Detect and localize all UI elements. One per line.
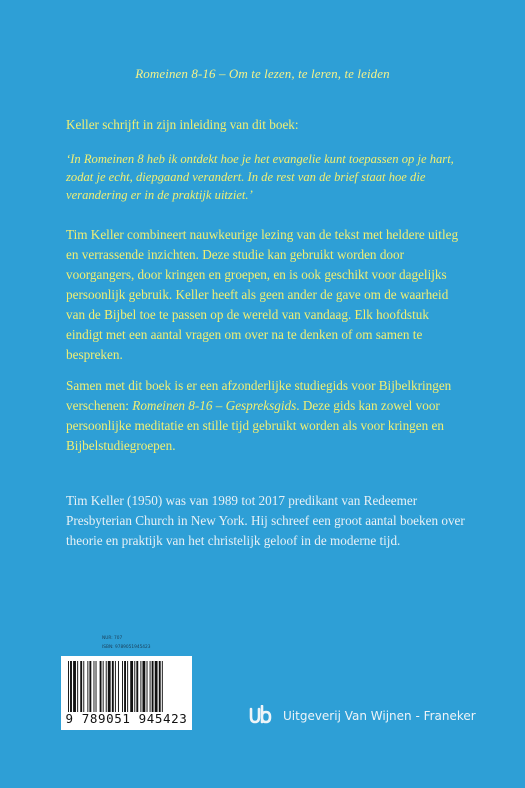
barcode-bar [142, 661, 145, 712]
barcode-bar [134, 661, 135, 712]
barcode-bar [155, 661, 158, 712]
barcode-bar [115, 661, 116, 712]
barcode-bar [159, 661, 161, 712]
barcode-bar [80, 661, 82, 712]
guide-title: Romeinen 8-16 – Gespreksgids [132, 398, 297, 413]
barcode-bar [83, 661, 84, 712]
barcode-bars [68, 661, 185, 712]
barcode-bar [118, 661, 119, 712]
barcode-bar [136, 661, 138, 712]
barcode-bar [108, 661, 111, 712]
barcode-bar [94, 661, 95, 712]
book-description: Tim Keller combineert nauwkeurige lezing van de tekst met heldere uitleg en verrassende inzichten. Deze studie kan gebruikt worden door voorgangers, door kringen en groepen, en is ook geschikt voor dagelijks persoonlijk gebruik. Keller heeft als geen ander de gave om de waarheid van de Bijbel toe te passen op de wereld van vandaag. Elk hoofdstuk eindigt met een aantal vragen om over na te denken of om samen te bespreken. [66, 227, 459, 362]
guide-text-after: . Deze gids kan zowel voor persoonlijke meditatie en stille tijd gebruikt worden als voor kringen en Bijbelstudiegroepen. [66, 398, 444, 453]
publisher-name: Uitgeverij Van Wijnen - Franeker [283, 709, 476, 723]
isbn-text: ISBN: 9789051945423 [102, 645, 151, 650]
barcode [61, 656, 192, 730]
barcode-bar [130, 661, 133, 712]
barcode-bar [73, 661, 76, 712]
guide-text-before: Samen met dit boek is er een afzonderlijke studiegids voor Bijbelkringen verschenen: [66, 378, 452, 413]
nur-code: NUR: 707 [102, 636, 123, 641]
barcode-bar [127, 661, 128, 712]
barcode-bar [147, 661, 148, 712]
barcode-bar [124, 661, 126, 712]
barcode-bar [77, 661, 78, 712]
publisher-logo [249, 705, 272, 725]
barcode-digits: 9 789051 945423 [65, 711, 188, 726]
author-bio: Tim Keller (1950) was van 1989 tot 2017 predikant van Redeemer Presbyterian Church in New York. Hij schreef een groot aantal boeken over theorie en praktijk van het christelijk geloof in de moderne tijd. [66, 493, 465, 548]
barcode-bar [96, 661, 97, 712]
barcode-bar [106, 661, 107, 712]
barcode-bar [68, 661, 69, 712]
barcode-bar [103, 661, 104, 712]
study-guide-note [66, 376, 466, 456]
barcode-bar [112, 661, 114, 712]
barcode-bar [140, 661, 141, 712]
barcode-bar [87, 661, 88, 712]
barcode-bar [150, 661, 151, 712]
barcode-bar [152, 661, 154, 712]
barcode-bar [100, 661, 102, 712]
barcode-bar [122, 661, 123, 712]
barcode-bar [162, 661, 163, 712]
barcode-bar [70, 661, 72, 712]
series-subtitle: Romeinen 8-16 – Om te lezen, te leren, te leiden [135, 66, 390, 81]
barcode-bar [89, 661, 91, 712]
intro-line: Keller schrijft in zijn inleiding van dit boek: [66, 117, 299, 132]
author-quote: ‘In Romeinen 8 heb ik ontdekt hoe je het evangelie kunt toepassen op je hart, zodat je echt, diepgaand verandert. In de rest van de brief staat hoe die verandering er in de praktijk uitziet.’ [66, 152, 454, 202]
